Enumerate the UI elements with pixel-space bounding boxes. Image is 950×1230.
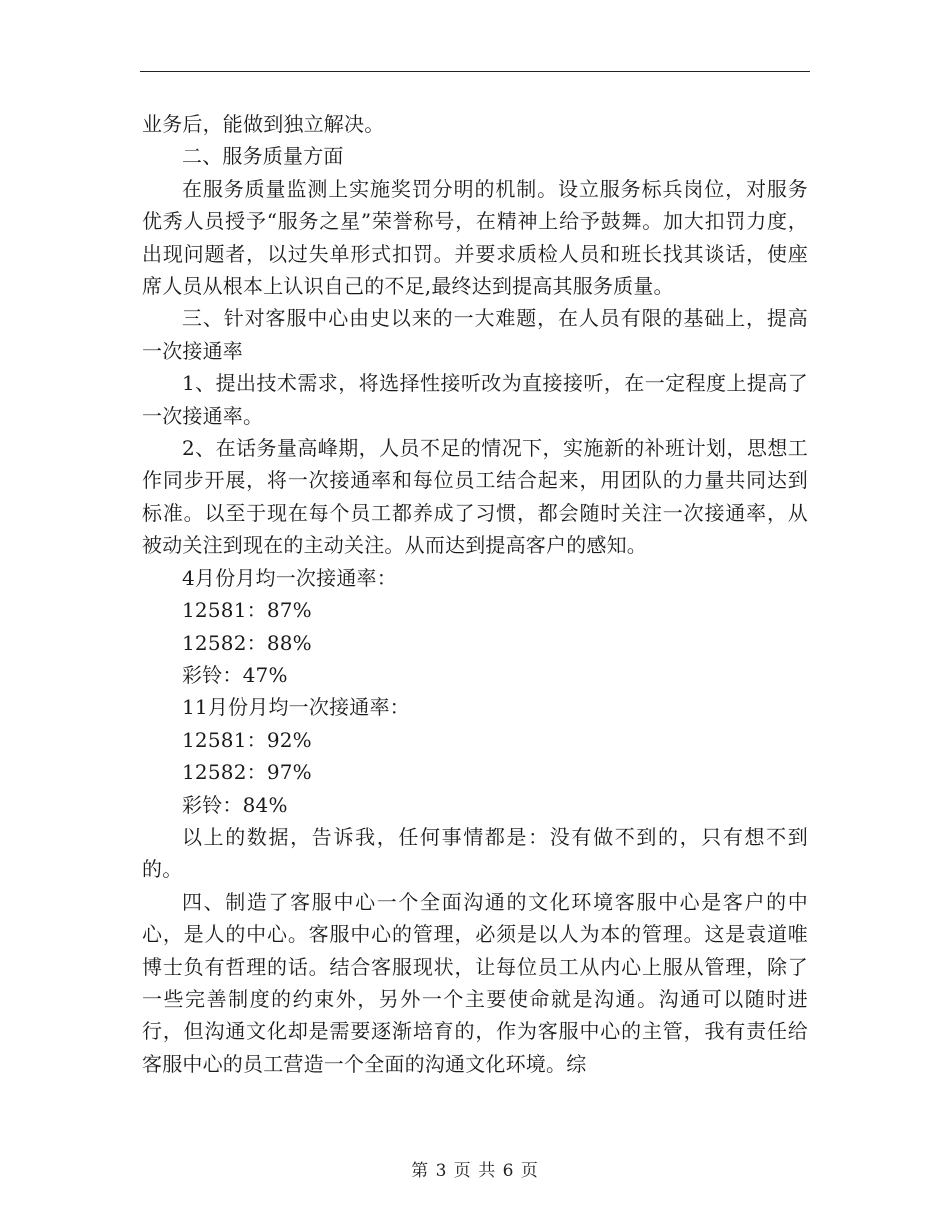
page-footer	[0, 1156, 950, 1181]
paragraph: 二、服务质量方面	[182, 144, 344, 169]
paragraph: 彩铃：47%	[182, 662, 288, 687]
paragraph: 在服务质量监测上实施奖罚分明的机制。设立服务标兵岗位，对服务优秀人员授予“服务之星”荣誉称号，在精神上给予鼓舞。加大扣罚力度，出现问题者，以过失单形式扣罚。并要求质检人员和班长找其谈话，使座席人员从根本上认识自己的不足,最终达到提高其服务质量。	[142, 176, 808, 299]
paragraph: 彩铃：84%	[182, 792, 288, 817]
paragraph: 12582：88%	[182, 630, 312, 655]
paragraph: 1、提出技术需求，将选择性接听改为直接接听，在一定程度上提高了一次接通率。	[142, 371, 808, 428]
paragraph: 11月份月均一次接通率：	[182, 695, 410, 720]
paragraph: 四、制造了客服中心一个全面沟通的文化环境客服中心是客户的中心，是人的中心。客服中心的管理，必须是以人为本的管理。这是袁道唯博士负有哲理的话。结合客服现状，让每位员工从内心上服从管理，除了一些完善制度的约束外，另外一个主要使命就是沟通。沟通可以随时进行，但沟通文化却是需要逐渐培育的，作为客服中心的主管，我有责任给客服中心的员工营造一个全面的沟通文化环境。综	[142, 889, 808, 1076]
header-rule	[140, 71, 810, 72]
paragraph: 12581：87%	[182, 598, 312, 623]
page-number-label: 第 3 页 共 6 页	[411, 1161, 539, 1181]
paragraph: 4月份月均一次接通率：	[182, 565, 397, 590]
paragraph: 12582：97%	[182, 760, 312, 785]
paragraph: 12581：92%	[182, 727, 312, 752]
paragraph: 业务后，能做到独立解决。	[142, 112, 385, 136]
paragraph: 三、针对客服中心由史以来的一大难题，在人员有限的基础上，提高一次接通率	[142, 306, 808, 363]
paragraph: 2、在话务量高峰期，人员不足的情况下，实施新的补班计划，思想工作同步开展，将一次接通率和每位员工结合起来，用团队的力量共同达到标准。以至于现在每个员工都养成了习惯，都会随时关注一次接通率，从被动关注到现在的主动关注。从而达到提高客户的感知。	[142, 436, 808, 558]
paragraph: 以上的数据，告诉我，任何事情都是：没有做不到的，只有想不到的。	[142, 824, 808, 882]
document-body	[142, 108, 808, 1080]
